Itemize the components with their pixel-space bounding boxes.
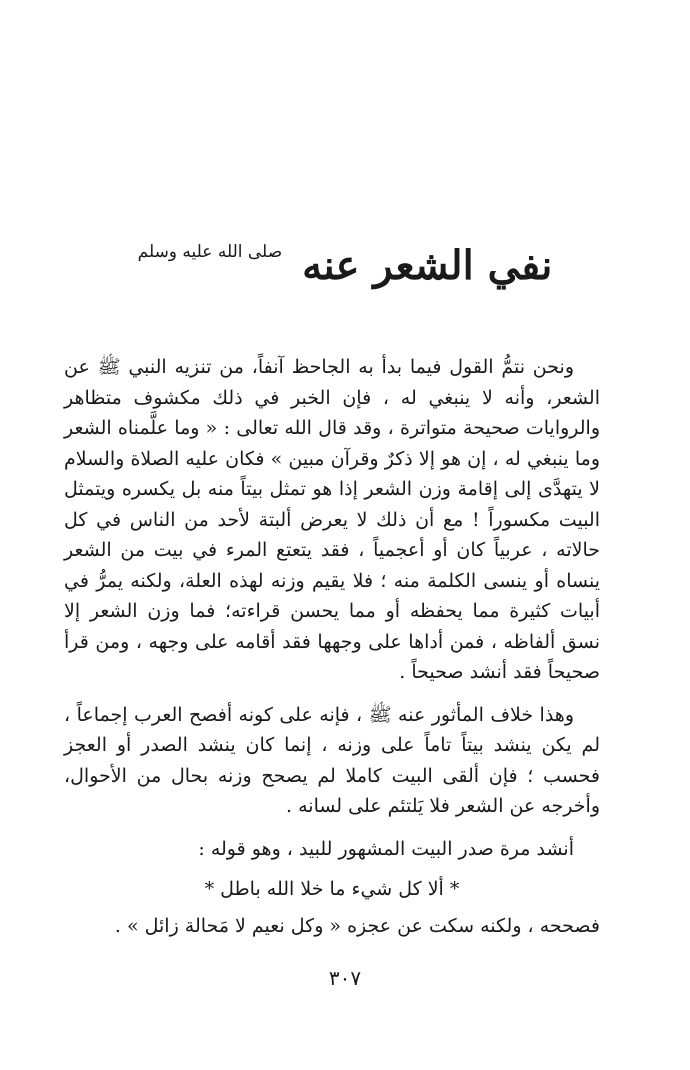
paragraph-3: أنشد مرة صدر البيت المشهور للبيد ، وهو قوله : bbox=[198, 837, 574, 860]
verse-line: * ألا كل شيء ما خلا الله باطل * bbox=[204, 878, 460, 900]
page-number: ٣٠٧ bbox=[328, 966, 362, 990]
paragraph-1: ونحن نتمُّ القول فيما بدأ به الجاحظ آنفاً، من تنزيه النبي ﷺ عن الشعر، وأنه لا ينبغي له ، فإن الخبر في ذلك مكشوف متظاهر والروايات صحيحة متواترة ، وقد قال الله تعالى : « وما علَّمناه الشعر وما ينبغي له ، إن هو إلا ذكرٌ وقرآن مبين » فكان عليه الصلاة والسلام لا يتهدَّى إلى إقامة وزن الشعر إذا هو تمثل بيتاً منه بل يكسره ويتمثل البيت مكسوراً ! مع أن ذلك لا يعرض ألبتة لأحد من الناس في كل حالاته ، عربياً كان أو أعجمياً ، فقد يتعتع المرء في بيت من الشعر ينساه أو ينسى الكلمة منه ؛ فلا يقيم وزنه لهذه العلة، ولكنه يمرُّ في أبيات كثيرة مما يحفظه أو مما يحسن قراءته؛ فما وزن الشعر إلا نسق ألفاظه ، فمن أداها على وجهها فقد أقامه على وجهه ، ومن قرأ صحيحاً فقد أنشد صحيحاً . bbox=[64, 356, 600, 683]
chapter-title-text: نفي الشعر عنه bbox=[302, 242, 553, 289]
chapter-title bbox=[0, 238, 690, 294]
closing-paragraph: فصححه ، ولكنه سكت عن عجزه « وكل نعيم لا مَحالة زائل » . bbox=[114, 914, 600, 937]
chapter-title-honorific: صلى الله عليه وسلم bbox=[137, 242, 283, 262]
paragraph-2: وهذا خلاف المأثور عنه ﷺ ، فإنه على كونه أفصح العرب إجماعاً ، لم يكن ينشد بيتاً تاماً على وزنه ، إنما كان ينشد الصدر أو العجز فحسب ؛ فإن ألقى البيت كاملا لم يصحح وزنه بحال من الأحوال، وأخرجه عن الشعر فلا يَلتئم على لسانه . bbox=[64, 703, 600, 817]
body-text bbox=[64, 352, 600, 941]
